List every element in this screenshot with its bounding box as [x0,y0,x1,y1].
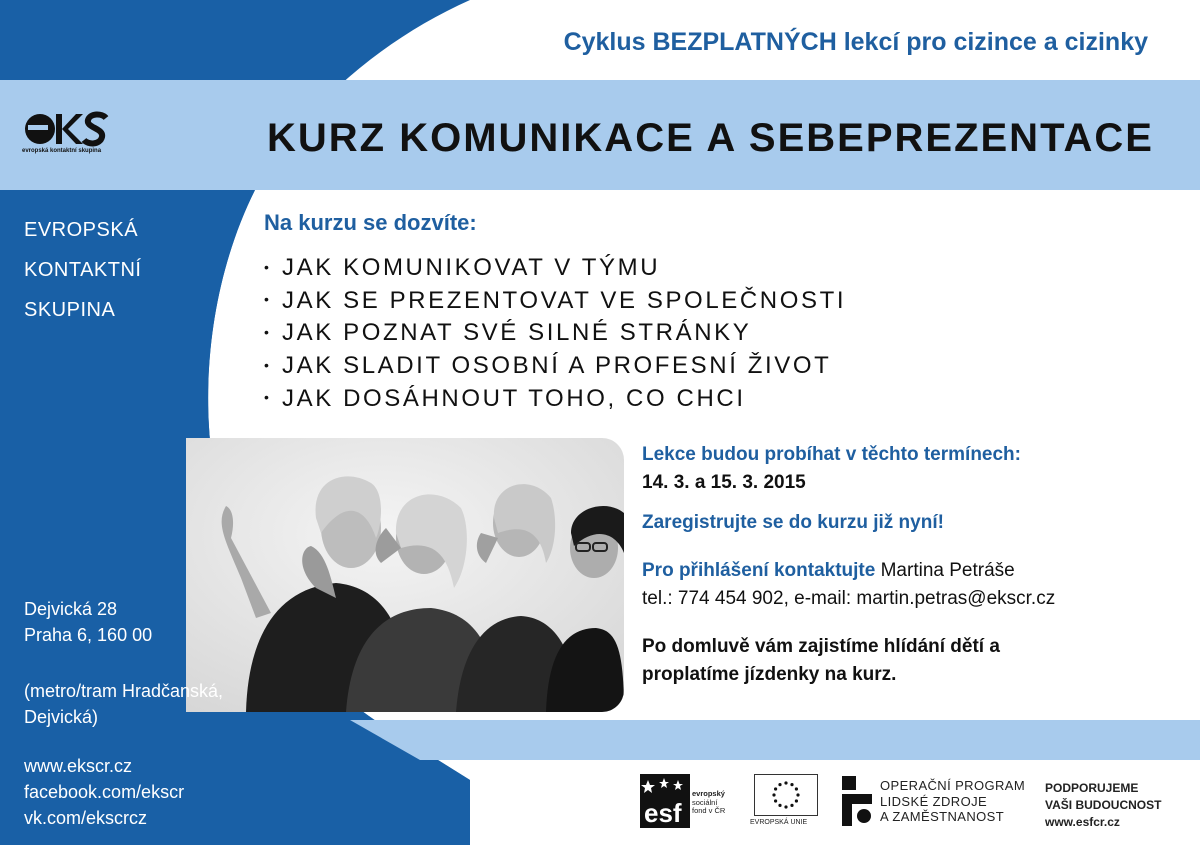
childcare-line: Po domluvě vám zajistíme hlídání dětí a [642,636,1000,657]
childcare-line: proplatíme jízdenky na kurz. [642,664,897,685]
photo-illustration [186,438,624,712]
course-info [642,441,1182,689]
svg-text:esf: esf [644,798,682,828]
support-line: PODPORUJEME [1045,781,1139,795]
bullet-icon: • [264,258,269,275]
bullet-icon: • [264,389,269,406]
op-program-line: A ZAMĚSTNANOST [880,809,1005,824]
topic-text: JAK DOSÁHNOUT TOHO, CO CHCI [282,384,746,412]
bullet-icon: • [264,291,269,308]
topic-text: JAK SLADIT OSOBNÍ A PROFESNÍ ŽIVOT [282,351,832,379]
eu-label: EVROPSKÁ UNIE [750,819,808,826]
eks-logo-mark [22,110,112,148]
topic-item [264,383,846,416]
eks-logo [22,110,112,158]
address-line: Dejvická 28 [24,599,118,619]
sponsor-logos [640,772,1190,832]
transit-line: (metro/tram Hradčanská, [24,681,224,701]
eu-flag-icon [754,774,818,816]
vk-link[interactable]: vk.com/ekscrcz [24,808,148,828]
eu-stars-icon [755,775,817,815]
esfcr-link[interactable]: www.esfcr.cz [1045,815,1120,829]
facebook-link[interactable]: facebook.com/ekscr [24,782,185,802]
bullet-icon: • [264,323,269,340]
address-line: Praha 6, 160 00 [24,625,153,645]
org-name-line: SKUPINA [24,299,116,321]
topic-item [264,252,846,285]
topic-item [264,317,846,350]
topic-text: JAK POZNAT SVÉ SILNÉ STRÁNKY [282,319,752,347]
contact-name: Martina Petráše [880,560,1015,581]
esf-caption [692,790,725,816]
web-links [24,753,184,831]
contact-details: tel.: 774 454 902, e-mail: martin.petras@ekscr.cz [642,588,1056,609]
contact-line [642,557,1182,585]
org-name-line: KONTAKTNÍ [24,259,142,281]
group-photo [186,438,624,712]
esf-caption-line: evropský [692,789,725,798]
op-program-line: OPERAČNÍ PROGRAM [880,778,1026,793]
esf-caption-line: sociální [692,797,718,807]
topic-text: JAK SE PREZENTOVAT VE SPOLEČNOSTI [282,286,847,314]
transit-line: Dejvická) [24,707,99,727]
topic-list [264,252,846,415]
support-line: VAŠI BUDOUCNOST [1045,798,1162,812]
dates-heading: Lekce budou probíhat v těchto termínech: [642,444,1021,465]
logo-caption: evropská kontaktní skupina [22,148,102,154]
topic-text: JAK KOMUNIKOVAT V TÝMU [282,254,661,281]
page-title: KURZ KOMUNIKACE A SEBEPREZENTACE [267,116,1154,160]
transit-info [24,678,223,730]
topic-item [264,350,846,383]
esf-caption-line: fond v ČR [692,806,726,815]
website-link[interactable]: www.ekscr.cz [24,756,133,776]
op-program-line: LIDSKÉ ZDROJE [880,793,988,809]
op-program-icon [840,774,874,828]
header-tagline: Cyklus BEZPLATNÝCH lekcí pro cizince a cizinky [563,28,1148,56]
topic-item [264,285,846,318]
bullet-icon: • [264,356,269,373]
support-text [1045,780,1161,831]
course-heading: Na kurzu se dozvíte: [264,210,477,235]
org-name-line: EVROPSKÁ [24,219,139,241]
esf-logo-icon [640,774,692,830]
contact-prefix: Pro přihlášení kontaktujte [642,560,876,581]
op-program-text [880,778,1025,825]
course-dates: 14. 3. a 15. 3. 2015 [642,472,806,493]
org-name [24,210,141,330]
address [24,596,152,648]
register-call: Zaregistrujte se do kurzu již nyní! [642,512,944,533]
